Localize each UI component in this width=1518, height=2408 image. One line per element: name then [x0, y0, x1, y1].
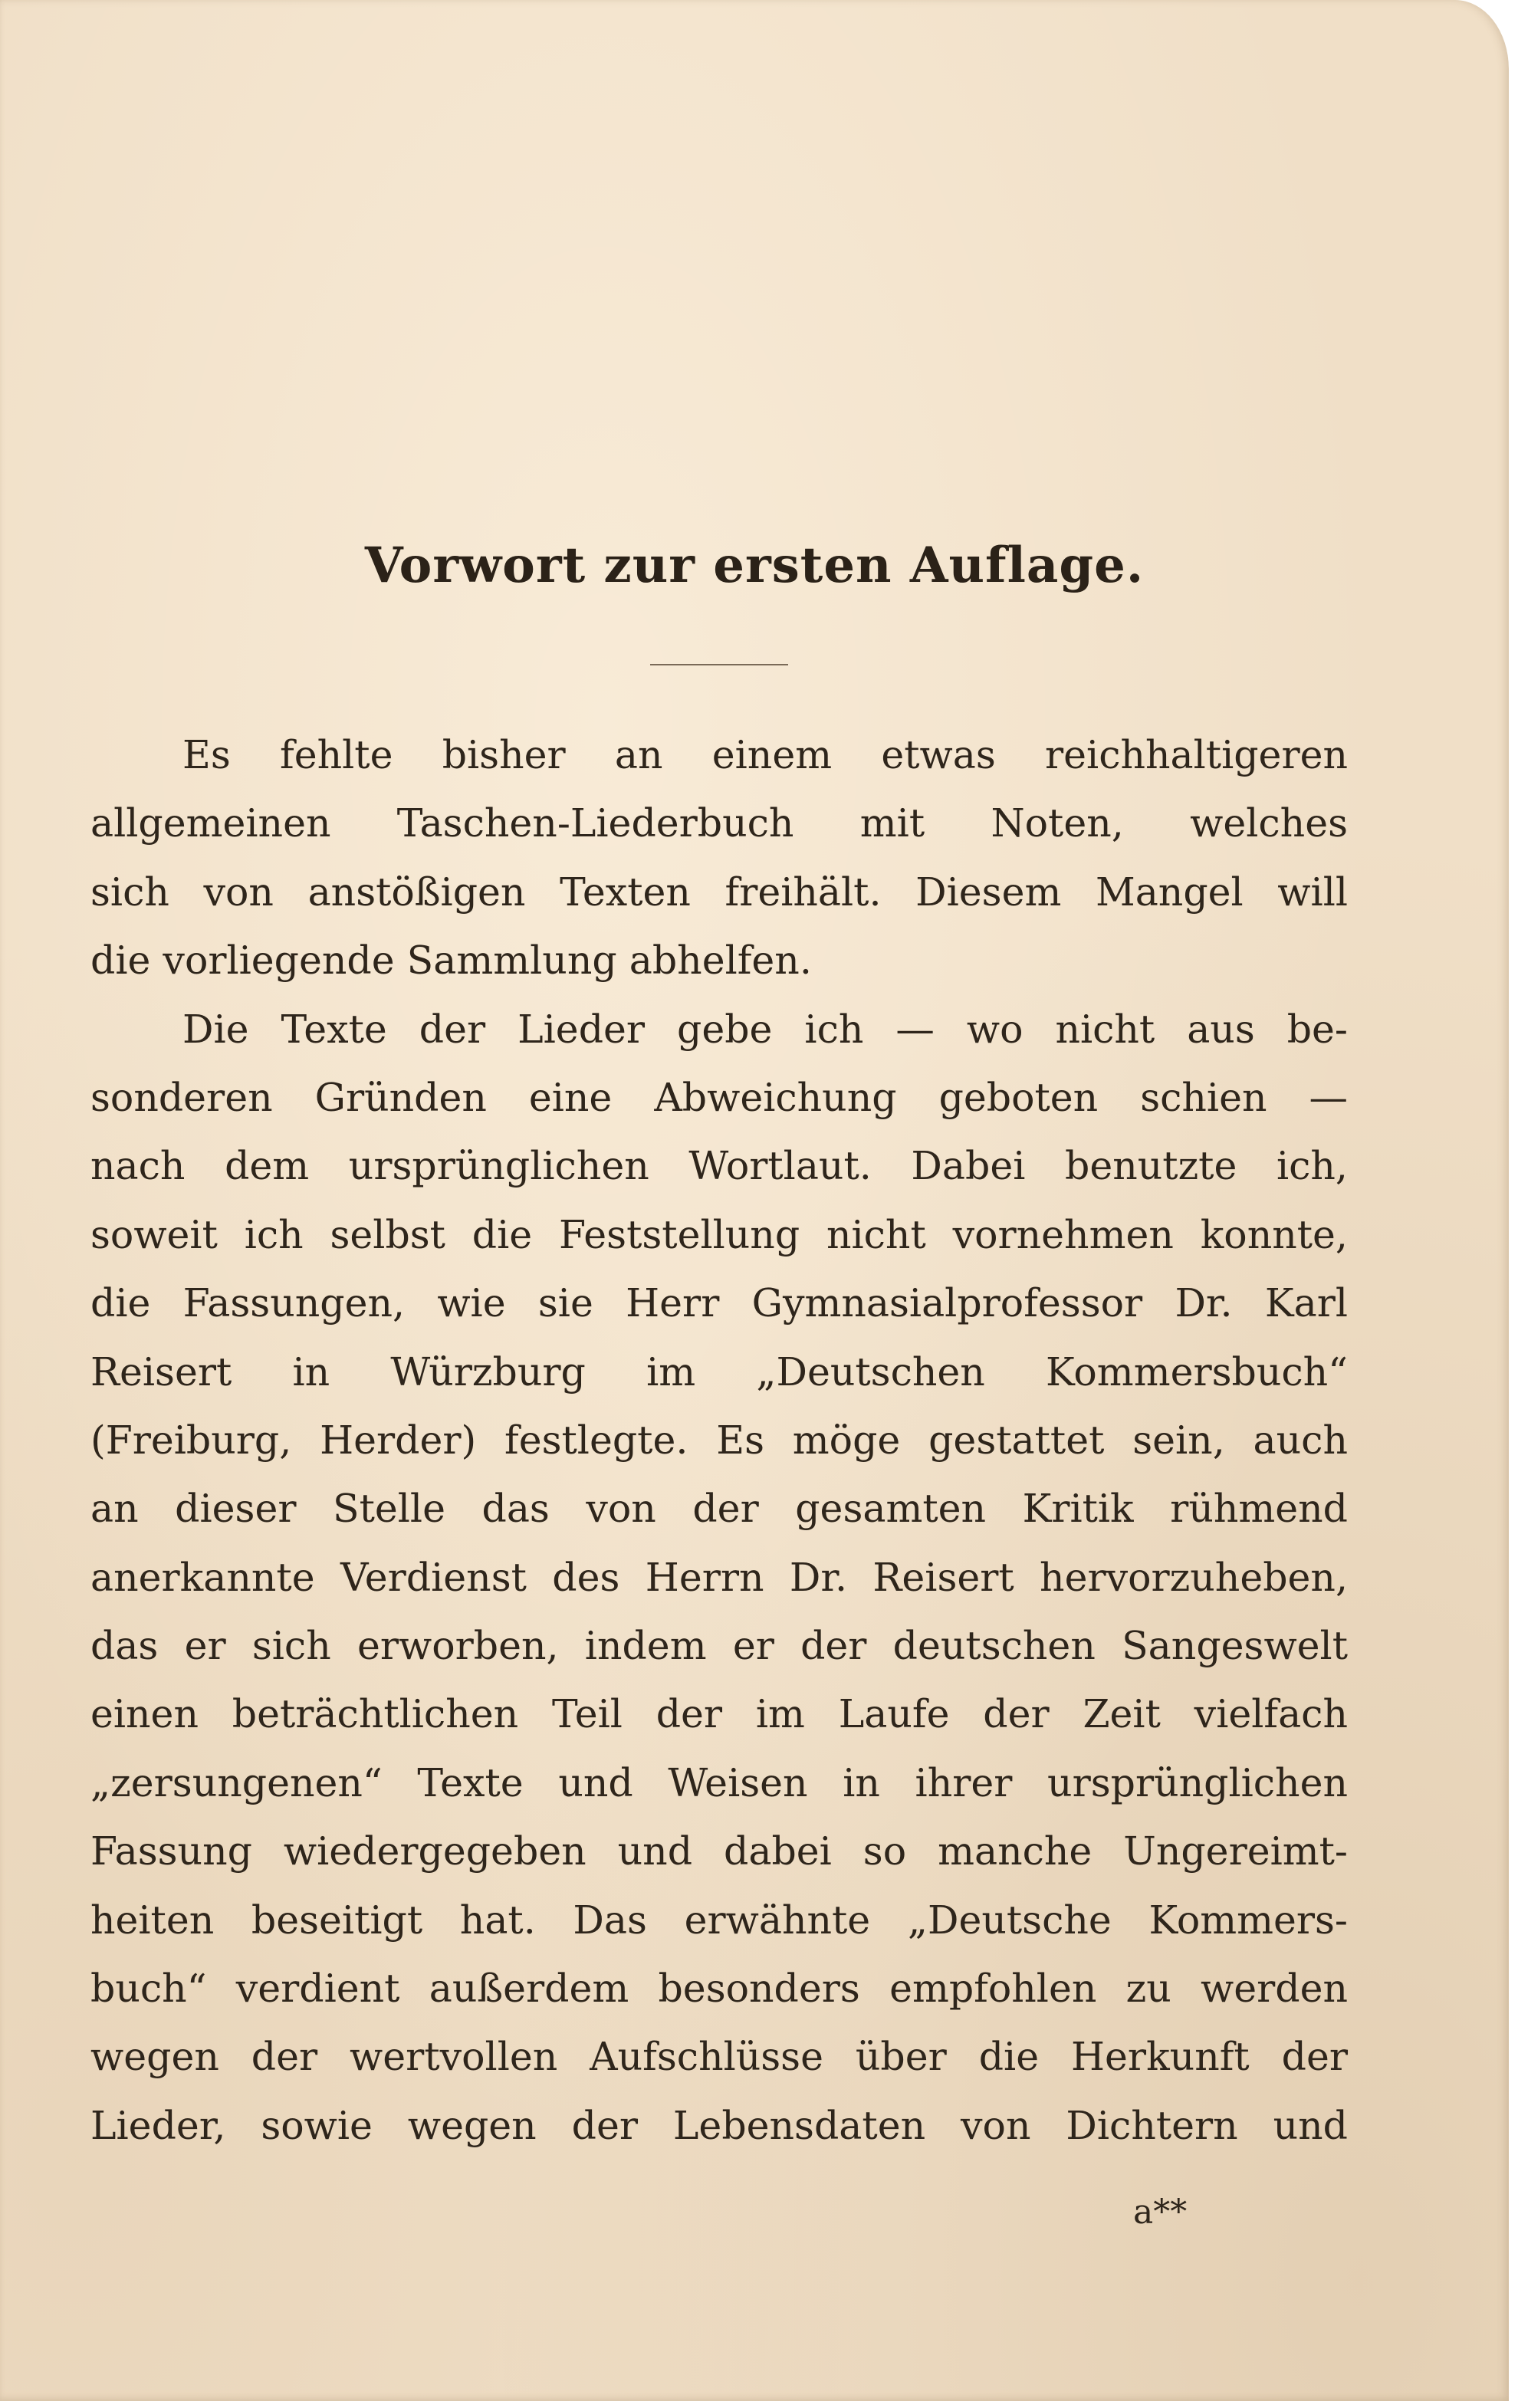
text-line: einen beträchtlichen Teil der im Laufe der Zeit vielfach	[90, 1691, 1348, 1737]
text-line: buch“ verdient außerdem besonders empfohlen zu werden	[90, 1966, 1348, 2012]
text-line: Lieder, sowie wegen der Lebensdaten von Dichtern und	[90, 2102, 1348, 2148]
text-line: „zersungenen“ Texte und Weisen in ihrer ursprünglichen	[90, 1759, 1348, 1805]
text-line: allgemeinen Taschen-Liederbuch mit Noten, welches	[90, 800, 1348, 846]
text-line: sonderen Gründen eine Abweichung geboten schien —	[90, 1074, 1348, 1120]
text-line: nach dem ursprünglichen Wortlaut. Dabei benutzte ich,	[90, 1143, 1348, 1189]
text-line: Fassung wiedergegeben und dabei so manche Ungereimt-	[90, 1828, 1348, 1874]
text-line: an dieser Stelle das von der gesamten Kritik rühmend	[90, 1486, 1348, 1532]
text-line: soweit ich selbst die Feststellung nicht vornehmen konnte,	[90, 1211, 1348, 1257]
text-line: das er sich erworben, indem er der deutschen Sangeswelt	[90, 1623, 1348, 1669]
body-text	[90, 721, 1348, 2160]
text-line: (Freiburg, Herder) festlegte. Es möge gestattet sein, auch	[90, 1417, 1348, 1463]
title-divider	[650, 664, 788, 665]
text-line: anerkannte Verdienst des Herrn Dr. Reisert hervorzuheben,	[90, 1554, 1348, 1600]
text-line: wegen der wertvollen Aufschlüsse über die Herkunft der	[90, 2034, 1348, 2080]
text-line: sich von anstößigen Texten freihält. Diesem Mangel will	[90, 869, 1348, 915]
page-title: Vorwort zur ersten Auflage.	[364, 537, 1145, 594]
text-line: Es fehlte bisher an einem etwas reichhaltigeren	[182, 732, 1348, 777]
text-line: Die Texte der Lieder gebe ich — wo nicht aus be-	[182, 1006, 1348, 1052]
text-line: heiten beseitigt hat. Das erwähnte „Deutsche Kommers-	[90, 1897, 1348, 1943]
signature-mark: a**	[1133, 2193, 1188, 2232]
text-line: die Fassungen, wie sie Herr Gymnasialprofessor Dr. Karl	[90, 1280, 1348, 1326]
text-line: die vorliegende Sammlung abhelfen.	[90, 938, 812, 984]
text-line: Reisert in Würzburg im „Deutschen Kommersbuch“	[90, 1349, 1348, 1395]
